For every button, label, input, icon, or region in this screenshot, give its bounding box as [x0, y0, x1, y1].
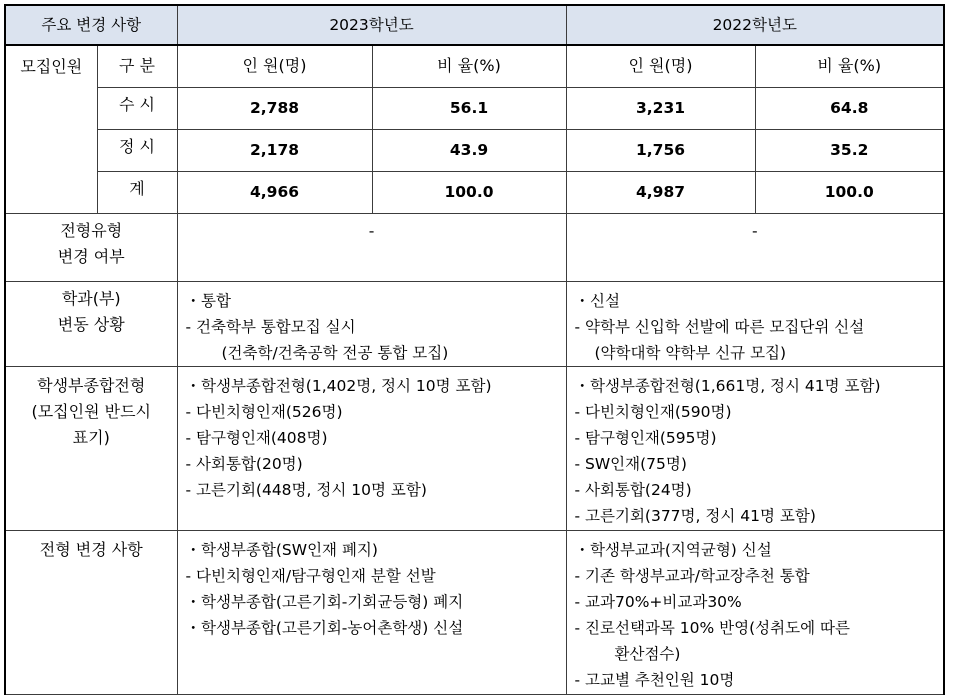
type-change-label: [5, 213, 177, 281]
type-change-label-line2: 변경 여부: [57, 246, 125, 266]
type-change-2023: -: [177, 213, 566, 281]
list-item: ・학생부종합전형(1,661명, 정시 41명 포함): [574, 376, 881, 395]
subheader-ratio-2023: 비 율(%): [372, 45, 566, 87]
value-2022-ratio: 35.2: [755, 129, 944, 171]
value-2023-people: 4,966: [177, 171, 372, 213]
row-label-susi: 수 시: [97, 87, 177, 129]
subheader-category: 구 분: [97, 45, 177, 87]
list-item: - 약학부 신입학 선발에 따른 모집단위 신설: [574, 317, 865, 336]
row-label-total: 계: [97, 171, 177, 213]
dept-change-label-line1: 학과(부): [61, 288, 121, 308]
value-2022-people: 3,231: [566, 87, 755, 129]
list-item: - 탐구형인재(408명): [185, 428, 328, 447]
selection-change-2023: [177, 530, 566, 694]
header-year-2023: 2023학년도: [177, 5, 566, 45]
list-item: ・학생부종합전형(1,402명, 정시 10명 포함): [185, 376, 492, 395]
value-2022-ratio: 100.0: [755, 171, 944, 213]
comprehensive-label-line1: 학생부종합전형: [37, 375, 146, 395]
subheader-people-2023: 인 원(명): [177, 45, 372, 87]
list-item: (약학대학 약학부 신규 모집): [594, 343, 787, 362]
list-item: 환산점수): [614, 644, 681, 663]
list-item: ・신설: [574, 291, 620, 310]
list-item: - 건축학부 통합모집 실시: [185, 317, 356, 336]
value-2023-people: 2,178: [177, 129, 372, 171]
value-2022-people: 1,756: [566, 129, 755, 171]
selection-change-2022: [566, 530, 944, 694]
comprehensive-2022: [566, 366, 944, 530]
table-row: [5, 87, 944, 129]
value-2023-ratio: 100.0: [372, 171, 566, 213]
list-item: - 고른기회(448명, 정시 10명 포함): [185, 480, 427, 499]
dept-change-row: [5, 281, 944, 366]
subheader-people-2022: 인 원(명): [566, 45, 755, 87]
dept-change-2023: [177, 281, 566, 366]
list-item: ・통합: [185, 291, 231, 310]
value-2022-people: 4,987: [566, 171, 755, 213]
type-change-row: [5, 213, 944, 281]
list-item: - 다빈치형인재(526명): [185, 402, 343, 421]
type-change-label-line1: 전형유형: [60, 220, 123, 240]
table-row: [5, 171, 944, 213]
value-2023-ratio: 56.1: [372, 87, 566, 129]
comprehensive-label: [5, 366, 177, 530]
row-label-jeongsi: 정 시: [97, 129, 177, 171]
list-item: - 탐구형인재(595명): [574, 428, 717, 447]
list-item: - 사회통합(24명): [574, 480, 692, 499]
list-item: - 사회통합(20명): [185, 454, 303, 473]
header-year-2022: 2022학년도: [566, 5, 944, 45]
value-2022-ratio: 64.8: [755, 87, 944, 129]
comprehensive-2023: [177, 366, 566, 530]
selection-change-row: [5, 530, 944, 694]
list-item: - 다빈치형인재/탐구형인재 분할 선발: [185, 566, 436, 585]
list-item: - 교과70%+비교과30%: [574, 592, 742, 611]
list-item: - 고교별 추천인원 10명: [574, 670, 735, 689]
list-item: - 고른기회(377명, 정시 41명 포함): [574, 506, 816, 525]
list-item: - SW인재(75명): [574, 454, 687, 473]
dept-change-2022: [566, 281, 944, 366]
list-item: ・학생부종합(SW인재 폐지): [185, 540, 378, 559]
value-2023-ratio: 43.9: [372, 129, 566, 171]
value-2023-people: 2,788: [177, 87, 372, 129]
table-header-row: [5, 5, 944, 45]
type-change-2022: -: [566, 213, 944, 281]
selection-change-label: 전형 변경 사항: [5, 530, 177, 694]
recruitment-label: 모집인원: [5, 45, 97, 213]
list-item: ・학생부교과(지역균형) 신설: [574, 540, 772, 559]
list-item: (건축학/건축공학 전공 통합 모집): [221, 343, 449, 362]
list-item: ・학생부종합(고른기회-농어촌학생) 신설: [185, 618, 464, 637]
list-item: - 다빈치형인재(590명): [574, 402, 732, 421]
comprehensive-row: [5, 366, 944, 530]
comprehensive-label-line3: 표기): [72, 427, 110, 447]
list-item: - 기존 학생부교과/학교장추천 통합: [574, 566, 810, 585]
dept-change-label-line2: 변동 상황: [57, 314, 125, 334]
recruitment-subheader-row: [5, 45, 944, 87]
dept-change-label: [5, 281, 177, 366]
table-row: [5, 129, 944, 171]
comprehensive-label-line2: (모집인원 반드시: [31, 401, 152, 421]
header-main-changes: 주요 변경 사항: [5, 5, 177, 45]
admission-changes-table: [4, 4, 945, 695]
subheader-ratio-2022: 비 율(%): [755, 45, 944, 87]
list-item: ・학생부종합(고른기회-기회균등형) 폐지: [185, 592, 464, 611]
list-item: - 진로선택과목 10% 반영(성취도에 따른: [574, 618, 850, 637]
